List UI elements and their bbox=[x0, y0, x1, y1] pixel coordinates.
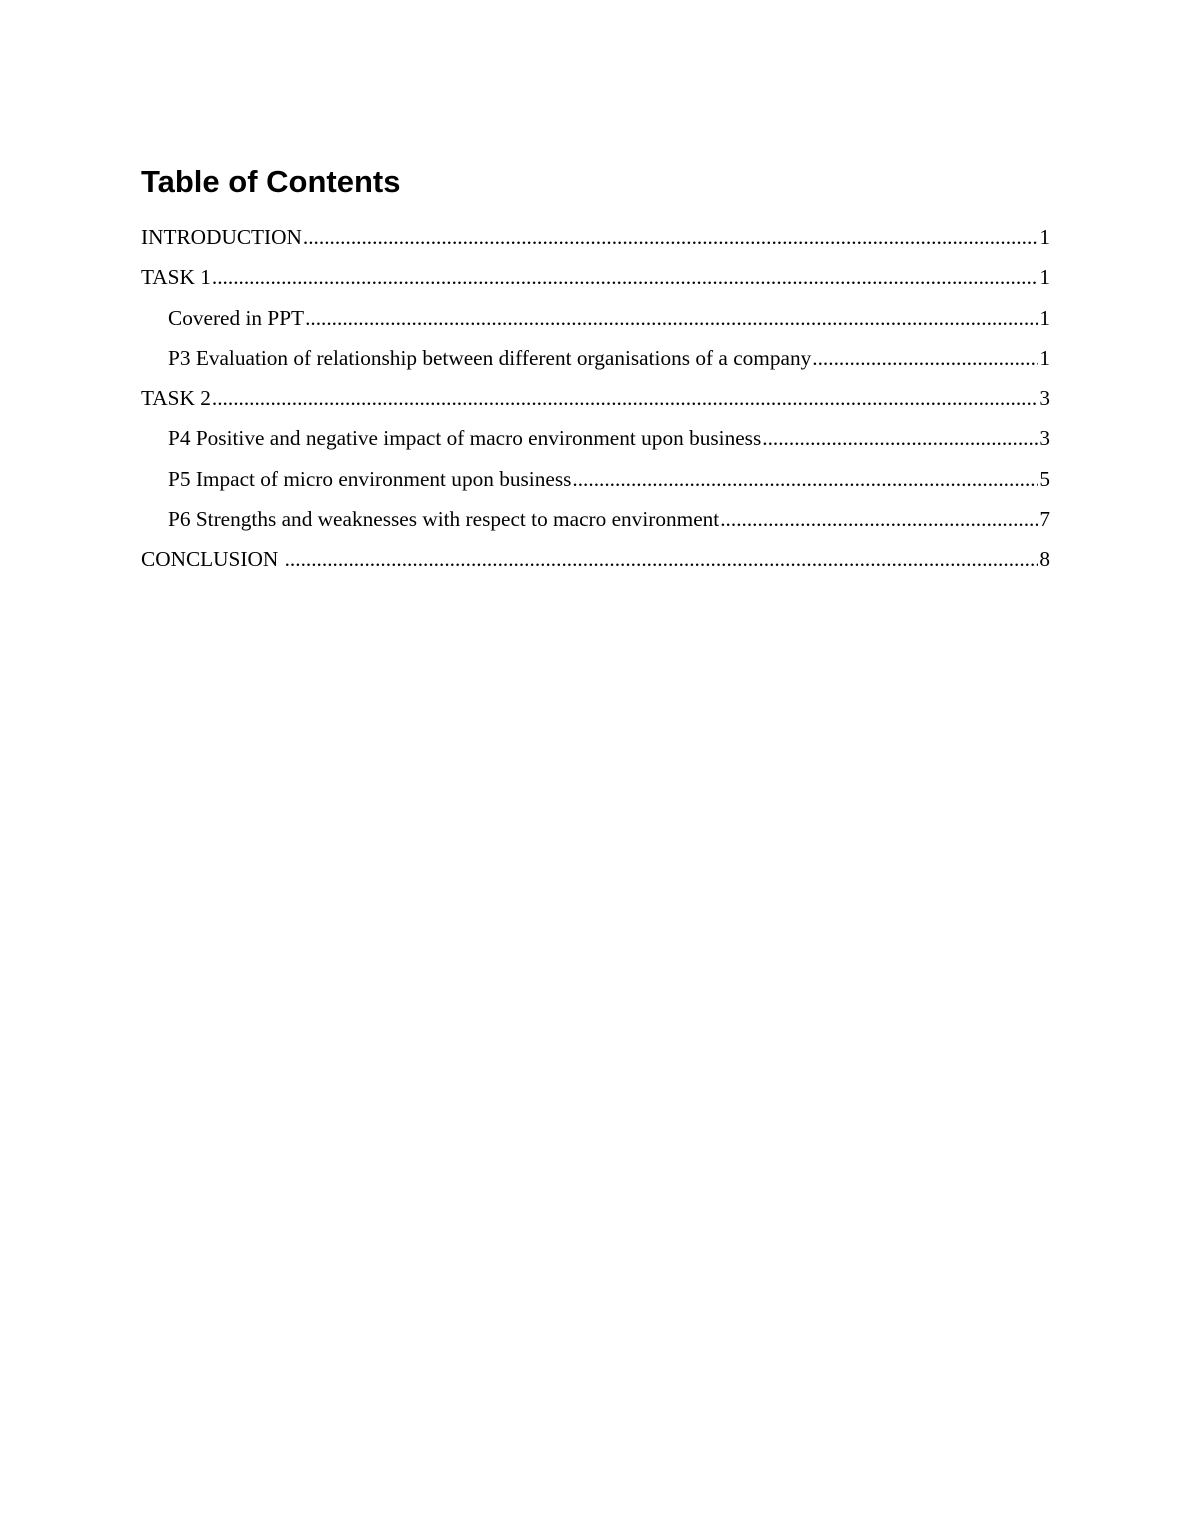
toc-entry-page: 3 bbox=[1039, 386, 1050, 411]
toc-dot-leader bbox=[212, 265, 1038, 290]
toc-entry-label: INTRODUCTION bbox=[141, 225, 302, 249]
toc-entry-page: 1 bbox=[1039, 345, 1050, 370]
toc-entry-p3[interactable] bbox=[141, 346, 1050, 386]
toc-entry-p6[interactable] bbox=[141, 507, 1050, 547]
toc-entry-label: P5 Impact of micro environment upon business bbox=[168, 466, 572, 491]
toc-entry-label: CONCLUSION bbox=[141, 547, 284, 572]
toc-entry-page: 1 bbox=[1039, 305, 1050, 330]
toc-entry-page: 1 bbox=[1039, 225, 1050, 249]
toc-entry-page: 8 bbox=[1039, 547, 1050, 572]
toc-dot-leader bbox=[285, 547, 1039, 572]
toc-entry-conclusion[interactable] bbox=[141, 547, 1050, 587]
toc-entry-page: 1 bbox=[1039, 265, 1050, 290]
toc-entry-p4[interactable] bbox=[141, 426, 1050, 466]
toc-entry-page: 5 bbox=[1039, 466, 1050, 491]
toc-entry-task-1[interactable] bbox=[141, 265, 1050, 305]
toc-dot-leader bbox=[212, 386, 1038, 411]
toc-entry-label: TASK 2 bbox=[141, 386, 211, 411]
toc-entry-p5[interactable] bbox=[141, 467, 1050, 507]
toc-entry-label: P3 Evaluation of relationship between different organisations of a company bbox=[168, 345, 812, 370]
toc-entry-task-2[interactable] bbox=[141, 386, 1050, 426]
toc-entry-covered-in-ppt[interactable] bbox=[141, 306, 1050, 346]
table-of-contents bbox=[141, 160, 1050, 588]
toc-entry-page: 7 bbox=[1039, 507, 1050, 532]
toc-entry-label: Covered in PPT bbox=[168, 305, 305, 330]
toc-title: Table of Contents bbox=[141, 164, 401, 199]
toc-entry-label: P4 Positive and negative impact of macro environment upon business bbox=[168, 426, 762, 451]
toc-dot-leader bbox=[720, 507, 1038, 532]
toc-dot-leader bbox=[305, 306, 1038, 331]
toc-entry-label: P6 Strengths and weaknesses with respect to macro environment bbox=[168, 507, 720, 532]
toc-dot-leader bbox=[762, 426, 1038, 451]
toc-entry-introduction[interactable] bbox=[141, 225, 1050, 265]
toc-list bbox=[141, 225, 1050, 588]
toc-entry-label: TASK 1 bbox=[141, 265, 211, 290]
toc-dot-leader bbox=[572, 467, 1038, 492]
toc-dot-leader bbox=[303, 225, 1038, 250]
toc-dot-leader bbox=[812, 346, 1038, 371]
toc-entry-page: 3 bbox=[1039, 426, 1050, 451]
